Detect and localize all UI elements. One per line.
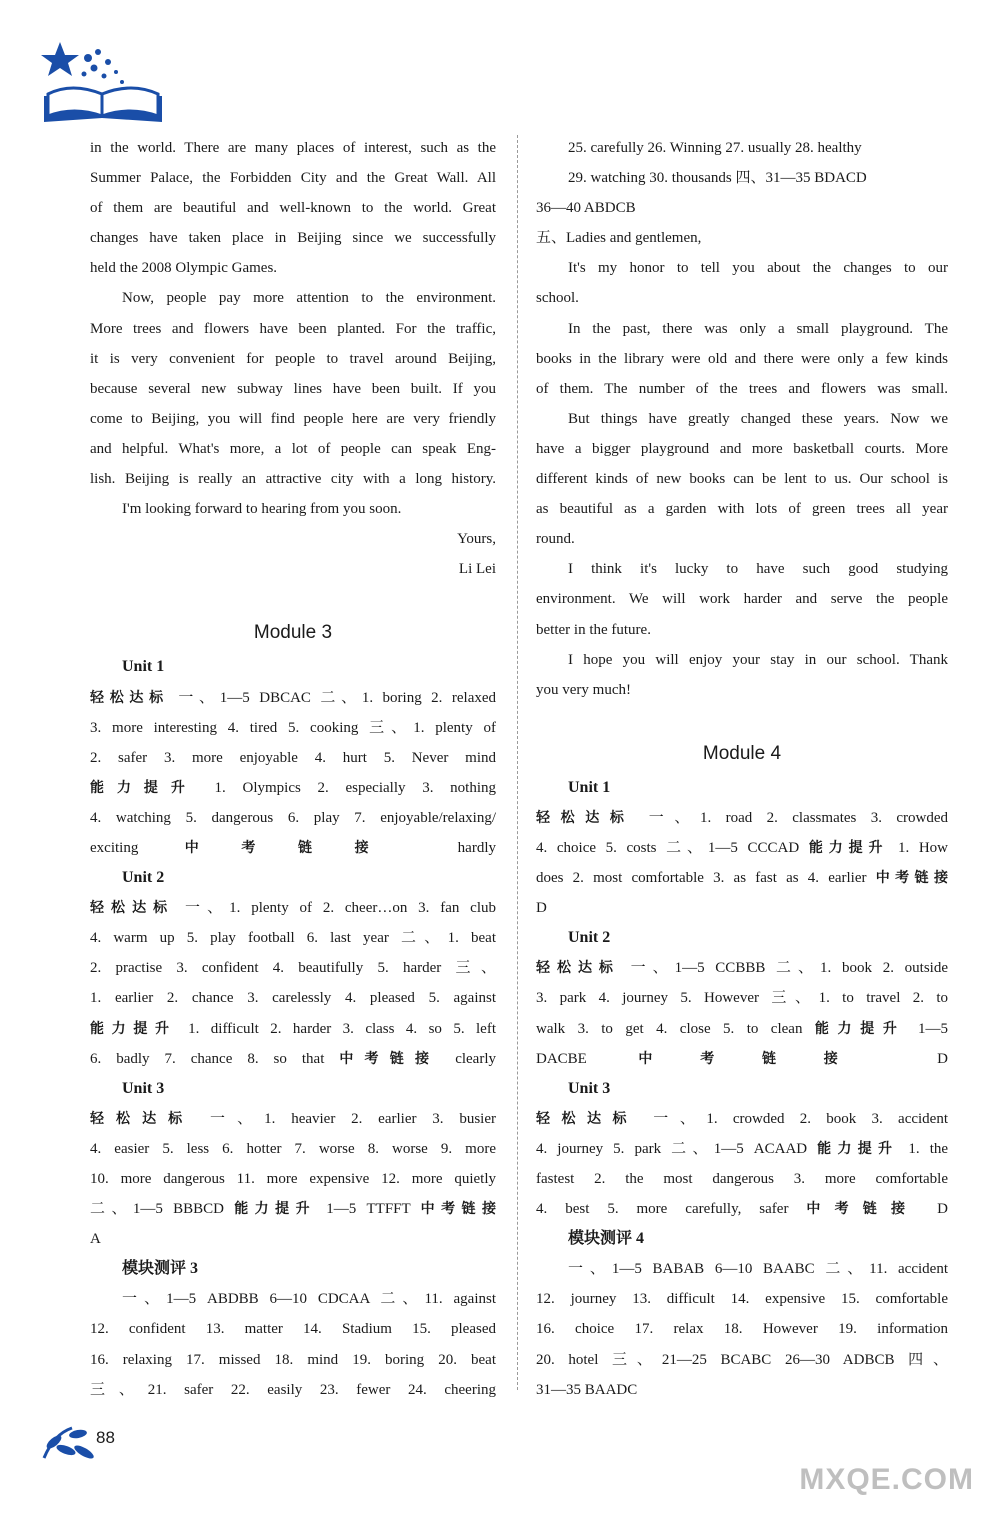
text-line	[90, 833, 496, 863]
text-line	[536, 1104, 948, 1134]
text-line	[536, 833, 948, 863]
answer-text: 1. the	[898, 1140, 948, 1157]
section-label: 中考链接	[806, 1201, 920, 1218]
text-line: as beautiful as a garden with lots of green trees all year	[536, 501, 948, 518]
text-line: of them. The number of the trees and flowers was small.	[536, 380, 948, 397]
text-line: Li Lei	[458, 561, 496, 578]
text-line: 1. earlier 2. chance 3. carelessly 4. pleased 5. against	[90, 990, 496, 1007]
text-line: It's my honor to tell you about the changes to our	[568, 260, 948, 277]
text-line: 12. journey 13. difficult 14. expensive 15. comfortable	[536, 1291, 948, 1308]
section-label: 轻松达标	[536, 1110, 639, 1127]
text-line: A	[90, 1231, 101, 1248]
text-line: fastest 2. the most dangerous 3. more comfortable	[536, 1171, 948, 1187]
text-line	[90, 773, 496, 803]
text-line: I'm looking forward to hearing from you soon.	[122, 501, 402, 518]
text-line: 31—35 BAADC	[536, 1381, 638, 1398]
section-label: 轻松达标	[536, 809, 635, 826]
answer-text: 二、1—5 BBBCD	[90, 1201, 235, 1218]
text-line: have a bigger playground and more basketball courts. More	[536, 440, 948, 457]
text-line: 29. watching 30. thousands 四、31—35 BDACD	[568, 170, 867, 187]
section-label: 中考链接	[184, 839, 412, 856]
answer-text: 1. difficult 2. harder 3. class 4. so 5. left	[176, 1020, 496, 1037]
column-divider	[517, 135, 518, 1390]
text-line: Summer Palace, the Forbidden City and the Great Wall. All	[90, 170, 496, 187]
text-line: D	[536, 900, 547, 917]
spacer	[90, 584, 496, 614]
text-line: 12. confident 13. matter 14. Stadium 15. pleased	[90, 1321, 496, 1338]
answer-text: 一、1. crowded 2. book 3. accident	[638, 1110, 948, 1127]
unit-heading: Unit 2	[568, 929, 611, 947]
text-line	[90, 1014, 496, 1044]
text-line: come to Beijing, you will find people here are very friendly	[90, 410, 496, 427]
right-column	[536, 133, 948, 1405]
text-line: 2. practise 3. confident 4. beautifully 5. harder 三、	[90, 960, 496, 977]
section-label: 轻松达标	[536, 960, 620, 977]
answer-text: 1. How	[888, 839, 948, 856]
unit-heading: Unit 1	[122, 658, 165, 676]
text-line: I think it's lucky to have such good studying	[568, 561, 948, 578]
section-label: 能力提升	[234, 1201, 317, 1218]
unit-heading: Unit 3	[122, 1079, 165, 1097]
text-line: 16. relaxing 17. missed 18. mind 19. boring 20. beat	[90, 1351, 496, 1368]
text-line	[536, 953, 948, 983]
text-line: better in the future.	[536, 621, 651, 638]
answer-text: D	[919, 1201, 948, 1218]
section-label: 中考链接	[875, 870, 948, 887]
text-line: 16. choice 17. relax 18. However 19. information	[536, 1321, 948, 1338]
text-line: 10. more dangerous 11. more expensive 12. more quietly	[90, 1171, 496, 1187]
page-number: 88	[96, 1428, 115, 1447]
answer-text: 一、1—5 DBCAC 二、1. boring 2. relaxed	[168, 689, 496, 706]
section-label: 轻松达标	[90, 900, 175, 917]
unit-heading: 模块测评 4	[568, 1230, 645, 1248]
answer-text: 一、1—5 CCBBB 二、1. book 2. outside	[619, 960, 948, 977]
section-label: 能力提升	[817, 1140, 899, 1157]
left-column	[90, 133, 496, 1405]
unit-heading: Unit 2	[122, 869, 165, 887]
text-line: 3. park 4. journey 5. However 三、1. to travel 2. to	[536, 990, 948, 1007]
answer-text: 4. best 5. more carefully, safer	[536, 1201, 807, 1218]
text-line: 五、Ladies and gentlemen,	[536, 230, 702, 247]
answer-text: 一、1. plenty of 2. cheer…on 3. fan club	[174, 900, 496, 917]
text-line: changes have taken place in Beijing since we successfully	[90, 230, 496, 247]
text-line	[536, 1134, 948, 1164]
text-line	[536, 803, 948, 833]
spacer	[536, 705, 948, 735]
section-label: 中考链接	[638, 1050, 886, 1067]
section-label: 轻松达标	[90, 1110, 195, 1127]
text-line	[536, 1044, 948, 1074]
answer-text: does 2. most comfortable 3. as fast as 4. earlier	[536, 870, 876, 887]
answer-text: clearly	[440, 1050, 496, 1067]
text-line: in the world. There are many places of interest, such as the	[90, 140, 496, 156]
text-line	[90, 1104, 496, 1134]
section-label: 中考链接	[339, 1050, 441, 1067]
text-line	[90, 1194, 496, 1224]
section-label: 轻松达标	[90, 689, 169, 706]
text-line: But things have greatly changed these years. Now we	[568, 410, 948, 427]
text-line: because several new subway lines have been built. If you	[90, 380, 496, 397]
unit-heading: 模块测评 3	[122, 1260, 199, 1278]
answer-text: 一、1. road 2. classmates 3. crowded	[634, 809, 948, 826]
text-line: 4. warm up 5. play football 6. last year 二、1. beat	[90, 930, 496, 947]
text-line: 4. easier 5. less 6. hotter 7. worse 8. worse 9. more	[90, 1140, 496, 1157]
text-line: 三、21. safer 22. easily 23. fewer 24. cheering	[90, 1381, 496, 1398]
unit-heading: Unit 1	[568, 778, 611, 796]
text-line: 一、1—5 ABDBB 6—10 CDCAA 二、11. against	[122, 1291, 496, 1308]
answer-text: DACBE	[536, 1050, 639, 1067]
watermark: MXQE.COM	[799, 1463, 974, 1496]
answer-text: 4. choice 5. costs 二、1—5 CCCAD	[536, 839, 809, 856]
answer-text: 1—5 TTFFT	[316, 1201, 421, 1218]
answer-text: 4. journey 5. park 二、1—5 ACAAD	[536, 1140, 818, 1157]
text-line	[536, 863, 948, 893]
section-label: 能力提升	[90, 1020, 177, 1037]
text-line	[536, 1014, 948, 1044]
text-line: books in the library were old and there were only a few kinds	[536, 350, 948, 367]
text-line: 25. carefully 26. Winning 27. usually 28. healthy	[568, 140, 862, 156]
text-line	[90, 1044, 496, 1074]
text-line: it is very convenient for people to travel around Beijing,	[90, 350, 496, 367]
text-line: environment. We will work harder and serve the people	[536, 591, 948, 608]
text-line: More trees and flowers have been planted. For the traffic,	[90, 320, 496, 337]
text-line: of them are beautiful and well-known to the world. Great	[90, 200, 496, 217]
text-line: 36—40 ABDCB	[536, 200, 636, 217]
text-line: 2. safer 3. more enjoyable 4. hurt 5. Never mind	[90, 749, 496, 766]
answer-text: 1. Olympics 2. especially 3. nothing	[197, 779, 496, 796]
text-line: 一、1—5 BABAB 6—10 BAABC 二、11. accident	[568, 1261, 948, 1278]
leaf-ornament	[40, 1420, 104, 1462]
text-line: 3. more interesting 4. tired 5. cooking 三、1. plenty of	[90, 719, 496, 736]
text-line: and helpful. What's more, a lot of people can speak Eng-	[90, 440, 496, 457]
text-line: lish. Beijing is really an attractive city with a long history.	[90, 471, 496, 488]
unit-heading: Unit 3	[568, 1079, 611, 1097]
section-label: 能力提升	[814, 1020, 906, 1037]
answer-text: exciting	[90, 839, 185, 856]
text-line: school.	[536, 290, 579, 307]
answer-text: 6. badly 7. chance 8. so that	[90, 1050, 340, 1067]
text-line: 20. hotel 三、21—25 BCABC 26—30 ADBCB 四、	[536, 1351, 948, 1368]
answer-text: 1—5	[905, 1020, 948, 1037]
text-line: you very much!	[536, 681, 631, 698]
text-line: I hope you will enjoy your stay in our school. Thank	[568, 651, 948, 668]
text-line: held the 2008 Olympic Games.	[90, 260, 278, 277]
section-label: 能力提升	[90, 779, 198, 796]
text-line: different kinds of new books can be lent to us. Our school is	[536, 471, 948, 488]
answer-text: D	[885, 1050, 948, 1067]
section-label: 能力提升	[808, 839, 889, 856]
text-line: Now, people pay more attention to the environment.	[122, 290, 496, 307]
text-line	[90, 683, 496, 713]
module-heading: Module 4	[702, 742, 782, 764]
answer-text: walk 3. to get 4. close 5. to clean	[536, 1020, 815, 1037]
text-line: Yours,	[457, 531, 496, 548]
text-line	[90, 893, 496, 923]
answer-text: 一、1. heavier 2. earlier 3. busier	[194, 1110, 496, 1127]
section-label: 中考链接	[420, 1201, 496, 1218]
text-line: round.	[536, 531, 575, 548]
book-stars-logo	[38, 38, 168, 128]
answer-text: hardly	[411, 839, 496, 856]
text-line: 4. watching 5. dangerous 6. play 7. enjoyable/relaxing/	[90, 809, 496, 826]
module-heading: Module 3	[253, 622, 333, 644]
text-line: In the past, there was only a small playground. The	[568, 320, 948, 337]
text-line	[536, 1194, 948, 1224]
